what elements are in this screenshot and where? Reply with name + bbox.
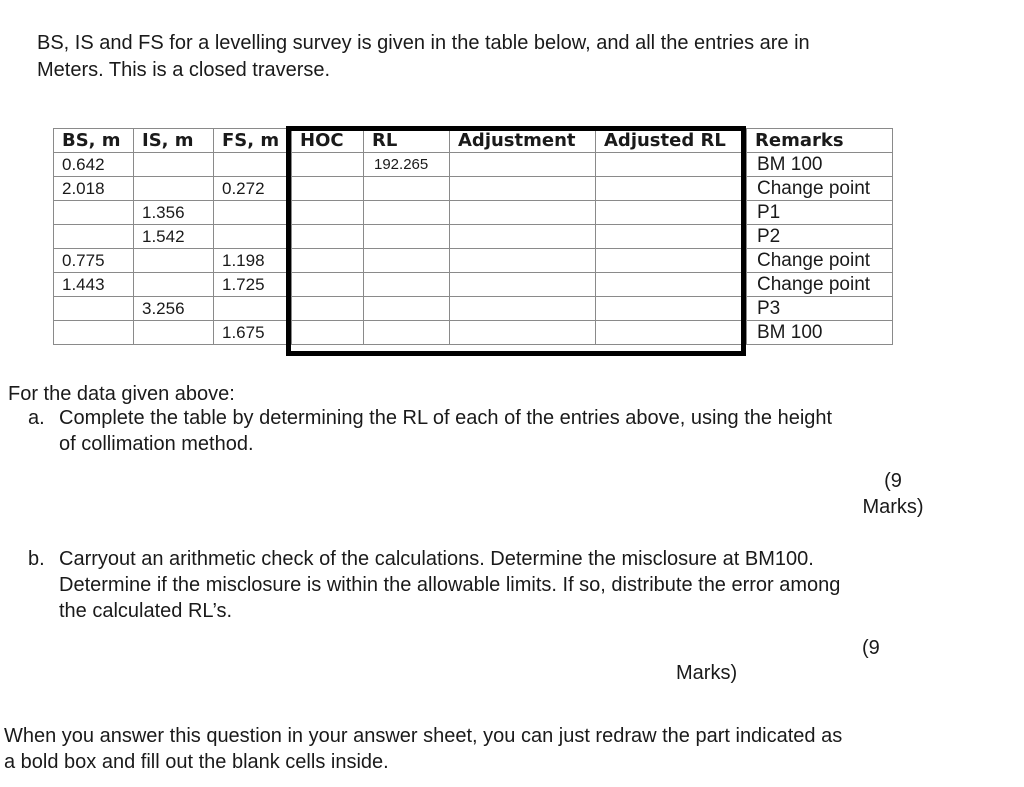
cell-hoc bbox=[292, 177, 364, 201]
intro-paragraph bbox=[37, 30, 977, 84]
cell-is bbox=[134, 177, 214, 201]
table-row bbox=[54, 225, 893, 249]
header-rl: RL bbox=[364, 129, 450, 153]
question-a-marks bbox=[858, 468, 928, 520]
cell-bs: 0.775 bbox=[54, 249, 134, 273]
question-a-label: a. bbox=[28, 407, 45, 429]
cell-remark: BM 100 bbox=[747, 153, 893, 177]
cell-bs bbox=[54, 225, 134, 249]
table-row bbox=[54, 201, 893, 225]
cell-adjustment bbox=[450, 273, 596, 297]
cell-is: 1.542 bbox=[134, 225, 214, 249]
table-row bbox=[54, 273, 893, 297]
cell-bs: 0.642 bbox=[54, 153, 134, 177]
levelling-table bbox=[53, 128, 893, 345]
cell-rl: 192.265 bbox=[364, 153, 450, 177]
cell-fs: 1.675 bbox=[214, 321, 292, 345]
question-a-marks-line-1: (9 bbox=[884, 470, 902, 492]
cell-is bbox=[134, 249, 214, 273]
question-b-label: b. bbox=[28, 548, 45, 570]
cell-remark: P2 bbox=[747, 225, 893, 249]
cell-adjustment bbox=[450, 201, 596, 225]
cell-remark: Change point bbox=[747, 273, 893, 297]
cell-adjusted-rl bbox=[596, 153, 747, 177]
cell-is: 1.356 bbox=[134, 201, 214, 225]
cell-bs bbox=[54, 201, 134, 225]
answer-note-line-1: When you answer this question in your answer sheet, you can just redraw the part indicated as bbox=[4, 725, 843, 747]
question-b-marks-close: Marks) bbox=[676, 662, 738, 684]
cell-hoc bbox=[292, 225, 364, 249]
cell-hoc bbox=[292, 153, 364, 177]
cell-remark: Change point bbox=[747, 177, 893, 201]
table-row bbox=[54, 177, 893, 201]
question-a-marks-line-2: Marks) bbox=[862, 496, 924, 518]
question-b-line-3: the calculated RL’s. bbox=[59, 600, 233, 622]
cell-adjustment bbox=[450, 321, 596, 345]
cell-rl bbox=[364, 177, 450, 201]
cell-remark: BM 100 bbox=[747, 321, 893, 345]
header-fs: FS, m bbox=[214, 129, 292, 153]
intro-line-1: BS, IS and FS for a levelling survey is given in the table below, and all the entries are in bbox=[37, 32, 810, 54]
cell-fs bbox=[214, 201, 292, 225]
cell-adjusted-rl bbox=[596, 201, 747, 225]
cell-adjustment bbox=[450, 153, 596, 177]
cell-fs bbox=[214, 153, 292, 177]
question-b-line-2: Determine if the misclosure is within the allowable limits. If so, distribute the error among bbox=[59, 574, 841, 596]
cell-adjustment bbox=[450, 177, 596, 201]
cell-rl bbox=[364, 297, 450, 321]
question-a-line-2: of collimation method. bbox=[59, 433, 254, 455]
cell-is bbox=[134, 321, 214, 345]
cell-hoc bbox=[292, 273, 364, 297]
questions-intro: For the data given above: bbox=[8, 383, 235, 405]
table-header-row bbox=[54, 129, 893, 153]
cell-rl bbox=[364, 249, 450, 273]
cell-hoc bbox=[292, 249, 364, 273]
cell-is bbox=[134, 153, 214, 177]
header-adjusted-rl: Adjusted RL bbox=[596, 129, 747, 153]
cell-adjusted-rl bbox=[596, 297, 747, 321]
header-bs: BS, m bbox=[54, 129, 134, 153]
header-adjustment: Adjustment bbox=[450, 129, 596, 153]
cell-adjusted-rl bbox=[596, 225, 747, 249]
cell-bs bbox=[54, 321, 134, 345]
cell-rl bbox=[364, 321, 450, 345]
table-body bbox=[54, 153, 893, 345]
table-row bbox=[54, 297, 893, 321]
table-row bbox=[54, 153, 893, 177]
answer-note bbox=[4, 723, 1004, 775]
cell-remark: Change point bbox=[747, 249, 893, 273]
cell-rl bbox=[364, 225, 450, 249]
cell-adjusted-rl bbox=[596, 273, 747, 297]
cell-fs: 0.272 bbox=[214, 177, 292, 201]
cell-adjusted-rl bbox=[596, 177, 747, 201]
table-row bbox=[54, 321, 893, 345]
cell-rl bbox=[364, 201, 450, 225]
cell-bs bbox=[54, 297, 134, 321]
answer-note-line-2: a bold box and fill out the blank cells inside. bbox=[4, 751, 389, 773]
cell-is bbox=[134, 273, 214, 297]
question-b-marks-open: (9 bbox=[862, 637, 880, 659]
cell-fs: 1.725 bbox=[214, 273, 292, 297]
cell-fs bbox=[214, 225, 292, 249]
header-remarks: Remarks bbox=[747, 129, 893, 153]
intro-line-2: Meters. This is a closed traverse. bbox=[37, 59, 331, 81]
question-b-line-1: Carryout an arithmetic check of the calculations. Determine the misclosure at BM100. bbox=[59, 548, 814, 570]
cell-adjusted-rl bbox=[596, 321, 747, 345]
cell-rl bbox=[364, 273, 450, 297]
cell-remark: P1 bbox=[747, 201, 893, 225]
cell-bs: 1.443 bbox=[54, 273, 134, 297]
cell-bs: 2.018 bbox=[54, 177, 134, 201]
cell-is: 3.256 bbox=[134, 297, 214, 321]
cell-hoc bbox=[292, 201, 364, 225]
question-b-text bbox=[59, 546, 959, 624]
question-a-line-1: Complete the table by determining the RL of each of the entries above, using the height bbox=[59, 407, 833, 429]
cell-adjustment bbox=[450, 297, 596, 321]
cell-hoc bbox=[292, 321, 364, 345]
cell-adjustment bbox=[450, 249, 596, 273]
cell-fs bbox=[214, 297, 292, 321]
cell-hoc bbox=[292, 297, 364, 321]
question-a-text bbox=[59, 405, 959, 457]
cell-adjustment bbox=[450, 225, 596, 249]
cell-adjusted-rl bbox=[596, 249, 747, 273]
header-is: IS, m bbox=[134, 129, 214, 153]
table-row bbox=[54, 249, 893, 273]
header-hoc: HOC bbox=[292, 129, 364, 153]
cell-fs: 1.198 bbox=[214, 249, 292, 273]
cell-remark: P3 bbox=[747, 297, 893, 321]
